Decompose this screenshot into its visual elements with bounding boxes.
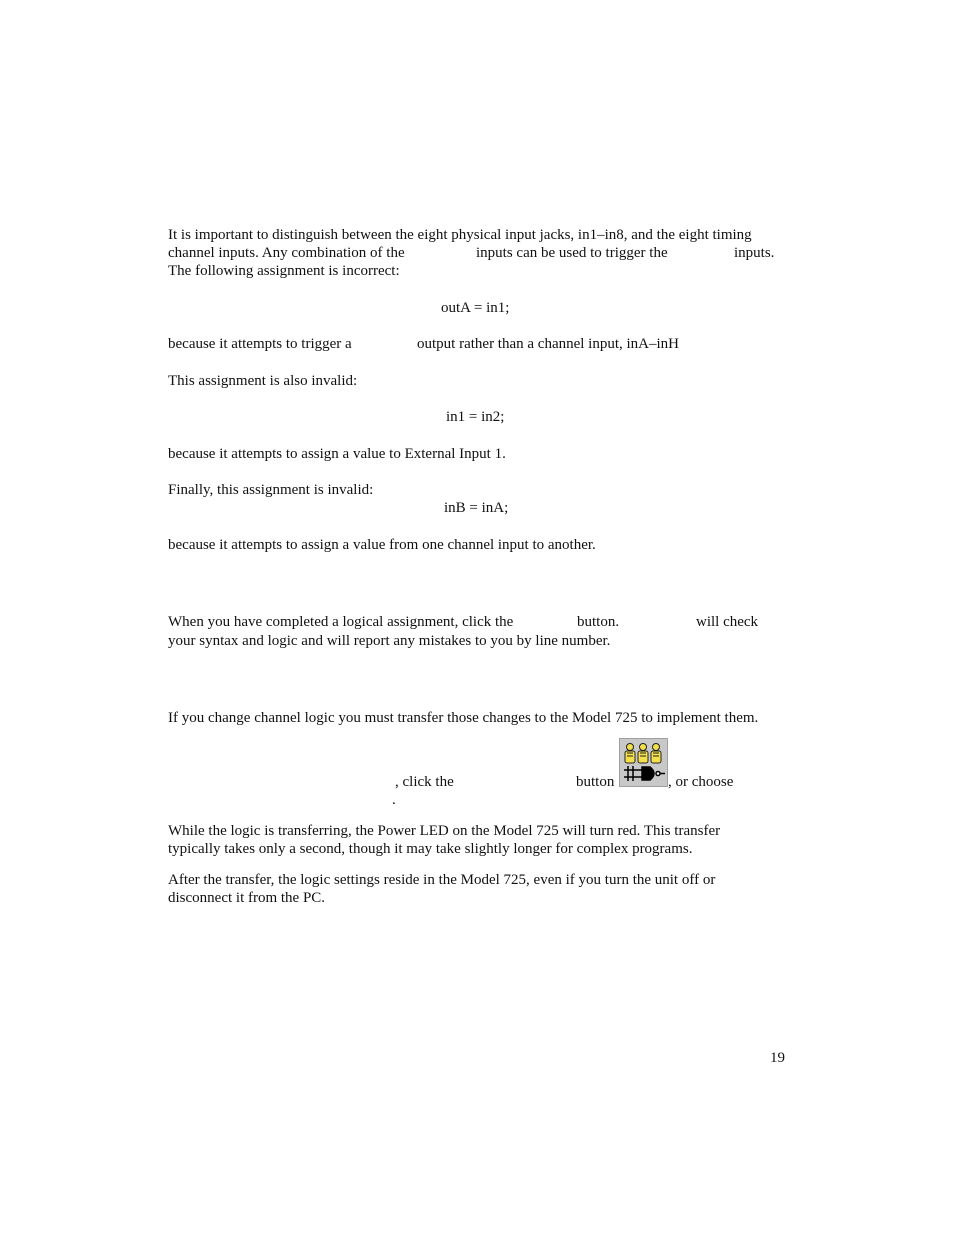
- transfer-para1-line1: While the logic is transferring, the Power LED on the Model 725 will turn red. This transfer: [168, 823, 721, 839]
- explain-1b: output rather than a channel input, inA–inH: [417, 336, 680, 352]
- code-example-1: outA = in1;: [441, 300, 510, 316]
- check-line-1c: will check: [696, 614, 759, 630]
- check-line-1a: When you have completed a logical assignment, click the: [168, 614, 514, 630]
- code-example-2: in1 = in2;: [446, 409, 505, 425]
- code-example-3: inB = inA;: [444, 500, 509, 516]
- lead-2: This assignment is also invalid:: [168, 373, 358, 389]
- intro-line-1: It is important to distinguish between the eight physical input jacks, in1–in8, and the eight timing: [168, 227, 752, 243]
- lead-3: Finally, this assignment is invalid:: [168, 482, 374, 498]
- transfer-instr-c: , or choose: [668, 774, 734, 790]
- transfer-instr-b: button: [576, 774, 615, 790]
- explain-3: because it attempts to assign a value from one channel input to another.: [168, 537, 596, 553]
- transfer-para1-line2: typically takes only a second, though it may take slightly longer for complex programs.: [168, 841, 693, 857]
- page-number: 19: [770, 1050, 785, 1066]
- intro-line-2a: channel inputs. Any combination of the: [168, 245, 405, 261]
- transfer-logic-icon[interactable]: [619, 738, 668, 787]
- transfer-para2-line2: disconnect it from the PC.: [168, 890, 326, 906]
- intro-line-2b: inputs can be used to trigger the: [476, 245, 668, 261]
- explain-1a: because it attempts to trigger a: [168, 336, 352, 352]
- transfer-logic-glyph: [620, 739, 667, 786]
- intro-line-2c: inputs.: [734, 245, 775, 261]
- transfer-instr-dot: .: [392, 792, 396, 808]
- check-line-2: your syntax and logic and will report any mistakes to you by line number.: [168, 633, 611, 649]
- explain-2: because it attempts to assign a value to External Input 1.: [168, 446, 506, 462]
- check-line-1b: button.: [577, 614, 620, 630]
- transfer-instr-a: , click the: [395, 774, 454, 790]
- transfer-para2-line1: After the transfer, the logic settings reside in the Model 725, even if you turn the unit off or: [168, 872, 716, 888]
- transfer-intro: If you change channel logic you must transfer those changes to the Model 725 to implement them.: [168, 710, 759, 726]
- intro-line-3: The following assignment is incorrect:: [168, 263, 400, 279]
